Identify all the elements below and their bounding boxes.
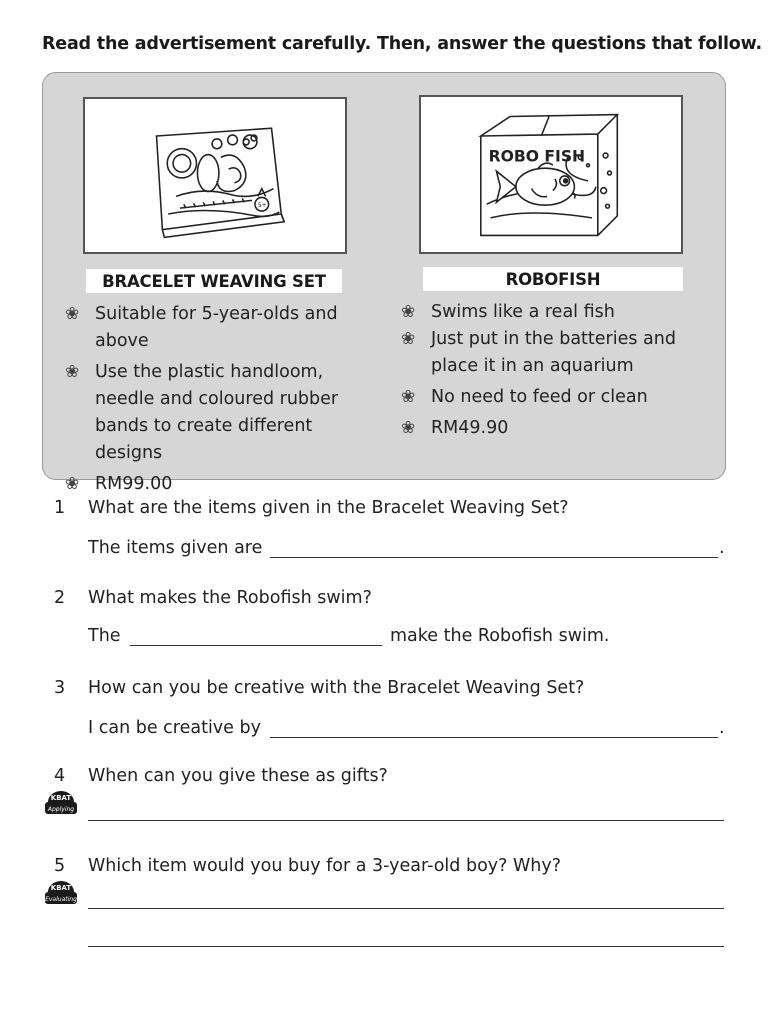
question-number: 2 [54, 588, 66, 608]
feature-text: RM99.00 [95, 474, 173, 494]
flower-bullet-icon: ❀ [65, 304, 80, 324]
kbat-badge-icon [44, 788, 78, 818]
question-text: Which item would you buy for a 3-year-old boy? Why? [88, 856, 562, 876]
kbat-badge-icon [44, 878, 78, 908]
question-number: 1 [54, 498, 66, 518]
robofish-title: ROBOFISH [423, 267, 683, 291]
flower-bullet-icon: ❀ [65, 474, 80, 494]
answer-prefix: I can be creative by [88, 718, 261, 738]
question-text: When can you give these as gifts? [88, 766, 388, 786]
robofish-image [419, 95, 683, 254]
answer-prefix: The items given are [88, 538, 263, 558]
feature-item [65, 471, 375, 498]
robofish-box-illustration [421, 97, 681, 252]
feature-text: RM49.90 [431, 418, 509, 438]
bracelet-set-title: BRACELET WEAVING SET [86, 269, 342, 293]
answer-line[interactable] [88, 946, 724, 947]
svg-text:5+: 5+ [257, 203, 267, 210]
feature-item [401, 326, 701, 380]
feature-text: Suitable for 5-year-olds and above [95, 304, 338, 351]
question-text: What makes the Robofish swim? [88, 588, 372, 608]
feature-text: Just put in the batteries and place it in an aquarium [431, 329, 676, 376]
question-text: How can you be creative with the Bracelet Weaving Set? [88, 678, 585, 698]
flower-bullet-icon: ❀ [401, 302, 416, 322]
answer-line[interactable] [88, 820, 724, 821]
question-text: What are the items given in the Bracelet Weaving Set? [88, 498, 569, 518]
advertisement-box [42, 72, 726, 494]
bracelet-set-features [65, 301, 375, 498]
feature-item [401, 384, 701, 411]
svg-text:KBAT: KBAT [50, 884, 72, 892]
answer-suffix: . [719, 538, 725, 558]
answer-line[interactable] [130, 645, 382, 646]
bracelet-set-image [83, 97, 347, 254]
answer-prefix: The [88, 626, 121, 646]
answer-suffix: . [719, 718, 725, 738]
feature-item [65, 301, 375, 355]
question-number: 3 [54, 678, 66, 698]
feature-text: No need to feed or clean [431, 387, 648, 407]
svg-text:KBAT: KBAT [50, 794, 72, 802]
answer-line[interactable] [270, 737, 718, 738]
flower-bullet-icon: ❀ [401, 329, 416, 349]
robofish-box-text: ROBO FISH [488, 147, 586, 166]
feature-text: Swims like a real fish [431, 302, 615, 322]
answer-line[interactable] [88, 908, 724, 909]
robofish-features [401, 299, 701, 442]
flower-bullet-icon: ❀ [401, 387, 416, 407]
svg-text:Applying: Applying [47, 806, 75, 813]
feature-item [65, 359, 375, 467]
flower-bullet-icon: ❀ [401, 418, 416, 438]
instruction-text: Read the advertisement carefully. Then, answer the questions that follow. [42, 34, 762, 54]
bracelet-box-illustration [85, 99, 345, 252]
feature-text: Use the plastic handloom, needle and coloured rubber bands to create different designs [95, 362, 339, 463]
answer-line[interactable] [270, 557, 718, 558]
feature-item [401, 299, 701, 326]
feature-item [401, 415, 701, 442]
question-number: 4 [54, 766, 66, 786]
question-number: 5 [54, 856, 66, 876]
svg-text:Evaluating: Evaluating [45, 896, 77, 903]
answer-suffix: make the Robofish swim. [390, 626, 610, 646]
flower-bullet-icon: ❀ [65, 362, 80, 382]
